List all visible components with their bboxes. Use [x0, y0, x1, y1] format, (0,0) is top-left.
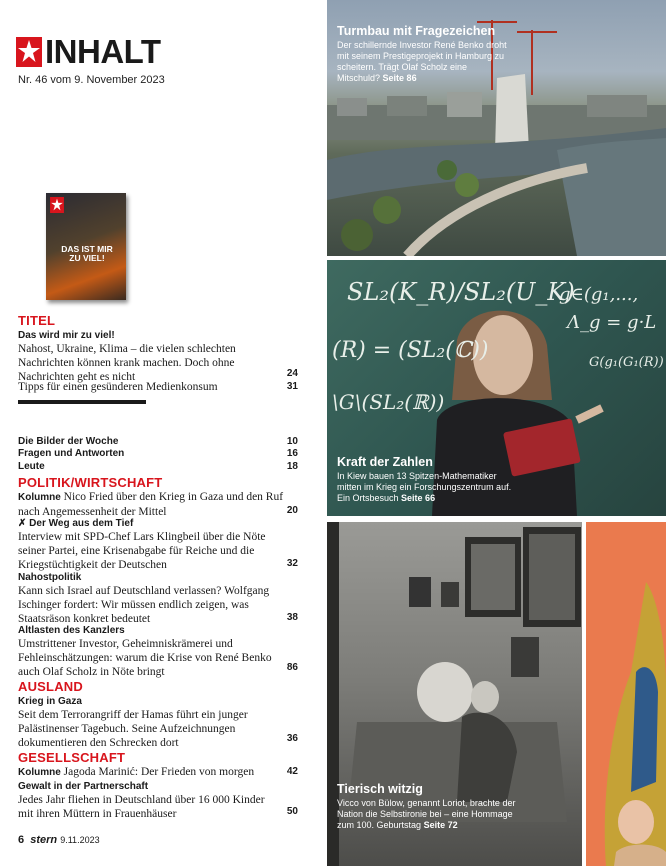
caption-turm-page: Seite 86 [382, 73, 417, 83]
contents-column [0, 0, 320, 866]
footer-brand: stern [30, 834, 58, 846]
page-number: 18 [286, 461, 298, 472]
ausland-gaza[interactable] [18, 695, 298, 750]
section-titel: TITEL [18, 313, 56, 328]
nahost-headline: Nahostpolitik [18, 572, 82, 583]
gaza-headline: Krieg in Gaza [18, 696, 82, 707]
photo-loriot[interactable] [327, 522, 582, 866]
section-gesellschaft: GESELLSCHAFT [18, 750, 126, 765]
board-formula-6: \G\(SL₂(ℝ)) [332, 390, 445, 414]
page-number: 16 [286, 448, 298, 459]
nahost-text: Kann sich Israel auf Deutschland verlassen? Wolfgang Ischinger fordert: Wir müssen endlich zeigen, was Staatsräson konkret bedeutet [18, 585, 270, 625]
caption-kraft-page: Seite 66 [401, 493, 436, 503]
page-number: 42 [286, 766, 298, 777]
gesellschaft-gewalt[interactable] [18, 780, 298, 821]
magazine-cover[interactable] [46, 193, 126, 300]
board-formula-3: Λ_g = g·L [567, 312, 657, 333]
footer-page-number: 6 [18, 834, 25, 846]
gewalt-headline: Gewalt in der Partnerschaft [18, 781, 149, 792]
caption-turm [337, 24, 512, 84]
misc-item-bilder[interactable]: Die Bilder der Woche [18, 436, 119, 447]
cover-star-icon [50, 197, 64, 213]
cover-headline: DAS IST MIR ZU VIEL! [61, 244, 113, 263]
misc-item-fragen[interactable]: Fragen und Antworten [18, 448, 125, 459]
page-number: 20 [286, 505, 298, 516]
caption-kraft-text: In Kiew bauen 13 Spitzen-Mathematiker mitten im Krieg ein Forschungszentrum auf. Ein Ortsbesuch [337, 471, 512, 503]
photo-portrait-orange[interactable] [586, 522, 666, 866]
page-number: 31 [286, 381, 298, 392]
page-number: 10 [286, 436, 298, 447]
page-number: 50 [286, 806, 298, 817]
photo-mathematician[interactable] [327, 260, 666, 516]
section-politik: POLITIK/WIRTSCHAFT [18, 475, 163, 490]
misc-item-leute[interactable]: Leute [18, 461, 45, 472]
politik-nahost[interactable] [18, 571, 298, 626]
kolumne-label: Kolumne [18, 767, 61, 778]
weg-head-text: Der Weg aus dem Tief [29, 518, 134, 529]
altlasten-text: Umstrittener Investor, Geheimniskrämerei und Fehleinschätzungen: warum die Krise von René Benko auch Olaf Scholz in Nöte bringt [18, 638, 272, 678]
weg-headline [18, 517, 298, 530]
gewalt-text: Jedes Jahr fliehen in Deutschland über 16 000 Kinder mit ihren Müttern in Frauenhäuser [18, 794, 265, 820]
titel-entry[interactable] [18, 329, 298, 384]
politik-weg[interactable] [18, 517, 298, 572]
photo-hamburg-tower[interactable] [327, 0, 666, 256]
page-footer [18, 834, 100, 846]
board-formula-2: g∈(g₁,..., [559, 284, 639, 305]
page-number: 36 [286, 733, 298, 744]
section-ausland: AUSLAND [18, 679, 83, 694]
caption-tier-page: Seite 72 [423, 820, 458, 830]
titel-text: Nahost, Ukraine, Klima – die vielen schlechten Nachrichten können krank machen. Doch ohne Nachrichten geht es nicht [18, 343, 236, 383]
caption-tier [337, 782, 532, 831]
stern-mark-icon: ✗ [18, 518, 27, 529]
weg-text: Interview mit SPD-Chef Lars Klingbeil über die Nöte seiner Partei, eine Krisenabgabe für Reiche und die Kriegstüchtigkeit der Deutschen [18, 531, 266, 571]
stern-star-icon [16, 37, 42, 67]
board-formula-1: SL₂(K_R)/SL₂(U_K) [347, 278, 575, 306]
section-divider [18, 400, 146, 404]
caption-turm-title: Turmbau mit Fragezeichen [337, 24, 496, 38]
gesellschaft-kolumne[interactable] [18, 765, 298, 780]
titel-headline: Das wird mir zu viel! [18, 330, 115, 341]
stern-logo[interactable] [16, 33, 161, 70]
page-number: 86 [286, 662, 298, 673]
caption-tier-title: Tierisch witzig [337, 782, 423, 796]
inhalt-title: INHALT [45, 33, 161, 70]
politik-kolumne[interactable] [18, 490, 298, 519]
titel-tip[interactable]: Tipps für einen gesünderen Medienkonsum [18, 381, 218, 393]
kolumne-text: Jagoda Marinić: Der Frieden von morgen [60, 766, 255, 778]
page-number: 32 [286, 558, 298, 569]
issue-date: Nr. 46 vom 9. November 2023 [18, 74, 165, 86]
page-number: 38 [286, 612, 298, 623]
politik-altlasten[interactable] [18, 624, 298, 679]
board-formula-4: (R) = (SL₂(ℂ)) [332, 338, 489, 363]
kolumne-label: Kolumne [18, 492, 61, 503]
caption-kraft [337, 455, 517, 504]
caption-tier-text: Vicco von Bülow, genannt Loriot, brachte der Nation die Selbstironie bei – eine Hommage zum 100. Geburtstag [337, 798, 516, 830]
footer-date: 9.11.2023 [60, 835, 100, 845]
gaza-text: Seit dem Terrorangriff der Hamas führt ein junger Palästinenser Tagebuch. Seine Aufzeichnungen dokumentieren den Schrecken dort [18, 709, 248, 749]
portrait-figure-icon [586, 522, 666, 866]
altlasten-headline: Altlasten des Kanzlers [18, 625, 125, 636]
page-number: 24 [286, 368, 298, 379]
caption-kraft-title: Kraft der Zahlen [337, 455, 433, 469]
board-formula-5: G(g₁(G₁(R)) [589, 355, 664, 370]
kolumne-text: Nico Fried über den Krieg in Gaza und den Ruf nach Angemessenheit der Mittel [18, 491, 284, 518]
caption-turm-text: Der schillernde Investor René Benko droht mit seinem Prestigeprojekt in Hamburg zu scheitern. Trägt Olaf Scholz eine Mitschuld? [337, 40, 507, 83]
